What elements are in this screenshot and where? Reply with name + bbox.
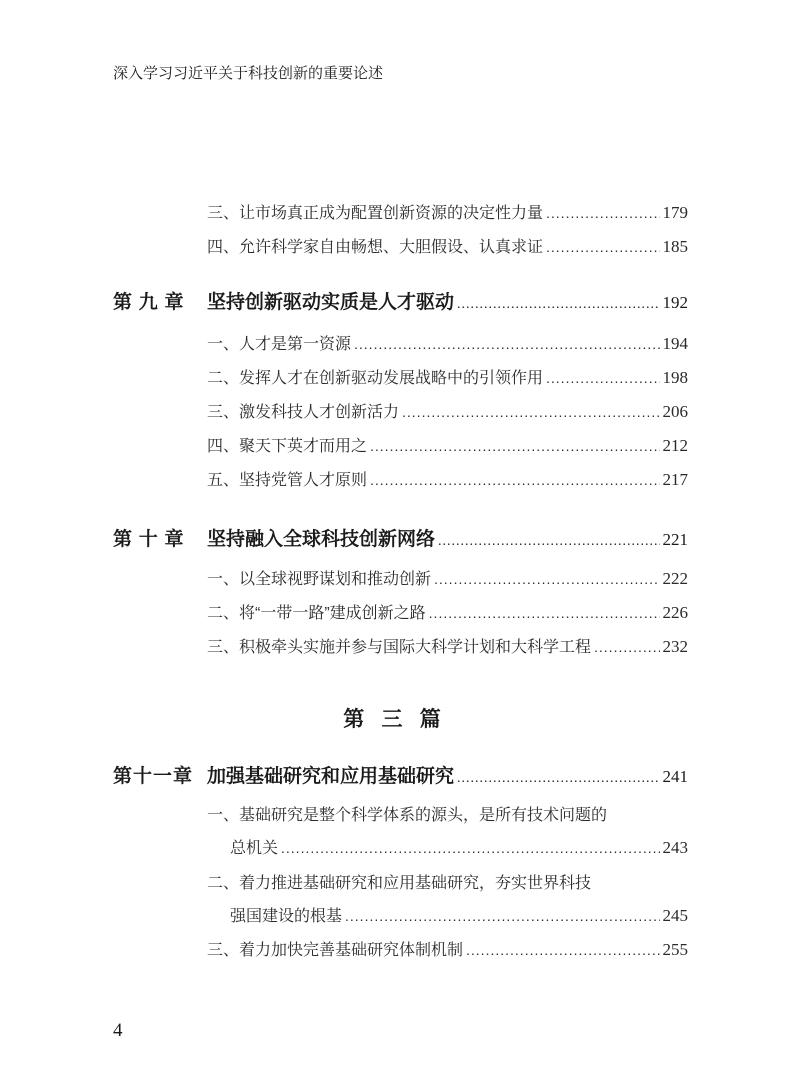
leader-dots — [345, 908, 659, 924]
toc-entry[interactable] — [207, 200, 688, 222]
toc-entry[interactable] — [207, 566, 688, 588]
toc-entry[interactable] — [207, 937, 688, 959]
toc-entry[interactable] — [207, 634, 688, 656]
entry-page: 232 — [662, 637, 688, 656]
part-title: 第 三 篇 — [343, 707, 447, 731]
entry-page: 243 — [662, 838, 688, 857]
toc-entry[interactable] — [207, 234, 688, 256]
toc-entry-line2[interactable] — [230, 903, 688, 925]
chapter-label: 第 九 章 — [113, 292, 185, 313]
entry-title: 一、人才是第一资源 — [207, 336, 352, 353]
entry-page: 179 — [662, 203, 688, 222]
entry-title: 三、着力加快完善基础研究体制机制 — [207, 942, 464, 959]
leader-dots — [466, 942, 659, 958]
toc-chapter-9[interactable] — [113, 287, 688, 313]
leader-dots — [457, 297, 659, 313]
leader-dots — [281, 840, 659, 856]
leader-dots — [546, 370, 659, 386]
leader-dots — [370, 438, 659, 454]
leader-dots — [434, 571, 659, 587]
entry-title-cont: 强国建设的根基 — [230, 908, 343, 925]
entry-title: 三、让市场真正成为配置创新资源的决定性力量 — [207, 205, 544, 222]
entry-title: 一、基础研究是整个科学体系的源头，是所有技术问题的 — [207, 807, 608, 824]
entry-page: 185 — [662, 237, 688, 256]
leader-dots — [546, 239, 659, 255]
chapter-label: 第 十 章 — [113, 529, 185, 550]
leader-dots — [546, 205, 659, 221]
leader-dots — [370, 472, 659, 488]
chapter-page: 241 — [662, 767, 688, 786]
entry-title-cont: 总机关 — [230, 840, 279, 857]
entry-page: 206 — [662, 402, 688, 421]
toc-entry-line1[interactable] — [207, 870, 688, 892]
entry-page: 222 — [662, 569, 688, 588]
toc-entry[interactable] — [207, 365, 688, 387]
toc-entry[interactable] — [207, 399, 688, 421]
leader-dots — [457, 771, 659, 787]
entry-page: 212 — [662, 436, 688, 455]
chapter-title: 加强基础研究和应用基础研究 — [207, 766, 455, 787]
toc-chapter-10[interactable] — [113, 524, 688, 550]
entry-page: 245 — [662, 906, 688, 925]
page-number: 4 — [113, 1020, 123, 1041]
entry-title: 四、允许科学家自由畅想、大胆假设、认真求证 — [207, 239, 544, 256]
entry-title: 三、积极牵头实施并参与国际大科学计划和大科学工程 — [207, 639, 592, 656]
leader-dots — [354, 336, 659, 352]
entry-page: 226 — [662, 603, 688, 622]
entry-title: 二、将“一带一路”建成创新之路 — [207, 605, 426, 622]
entry-page: 194 — [662, 334, 688, 353]
toc-entry[interactable] — [207, 600, 688, 622]
entry-title: 五、坚持党管人才原则 — [207, 472, 368, 489]
entry-title: 一、以全球视野谋划和推动创新 — [207, 571, 432, 588]
toc-entry[interactable] — [207, 331, 688, 353]
toc-entry-line2[interactable] — [230, 835, 688, 857]
entry-title: 三、激发科技人才创新活力 — [207, 404, 400, 421]
entry-title: 二、着力推进基础研究和应用基础研究，夯实世界科技 — [207, 875, 592, 892]
entry-page: 255 — [662, 940, 688, 959]
entry-page: 198 — [662, 368, 688, 387]
leader-dots — [594, 639, 659, 655]
running-header: 深入学习习近平关于科技创新的重要论述 — [113, 65, 384, 82]
toc-entry[interactable] — [207, 433, 688, 455]
chapter-title: 坚持融入全球科技创新网络 — [207, 529, 436, 550]
entry-page: 217 — [662, 470, 688, 489]
chapter-title: 坚持创新驱动实质是人才驱动 — [207, 292, 455, 313]
toc-entry[interactable] — [207, 467, 688, 489]
leader-dots — [429, 605, 660, 621]
entry-title: 四、聚天下英才而用之 — [207, 438, 368, 455]
chapter-label: 第十一章 — [113, 766, 194, 787]
chapter-page: 221 — [662, 530, 688, 549]
leader-dots — [402, 404, 659, 420]
chapter-page: 192 — [662, 293, 688, 312]
entry-title: 二、发挥人才在创新驱动发展战略中的引领作用 — [207, 370, 544, 387]
toc-chapter-11[interactable] — [113, 761, 688, 787]
toc-entry-line1[interactable] — [207, 802, 688, 824]
leader-dots — [438, 534, 659, 550]
